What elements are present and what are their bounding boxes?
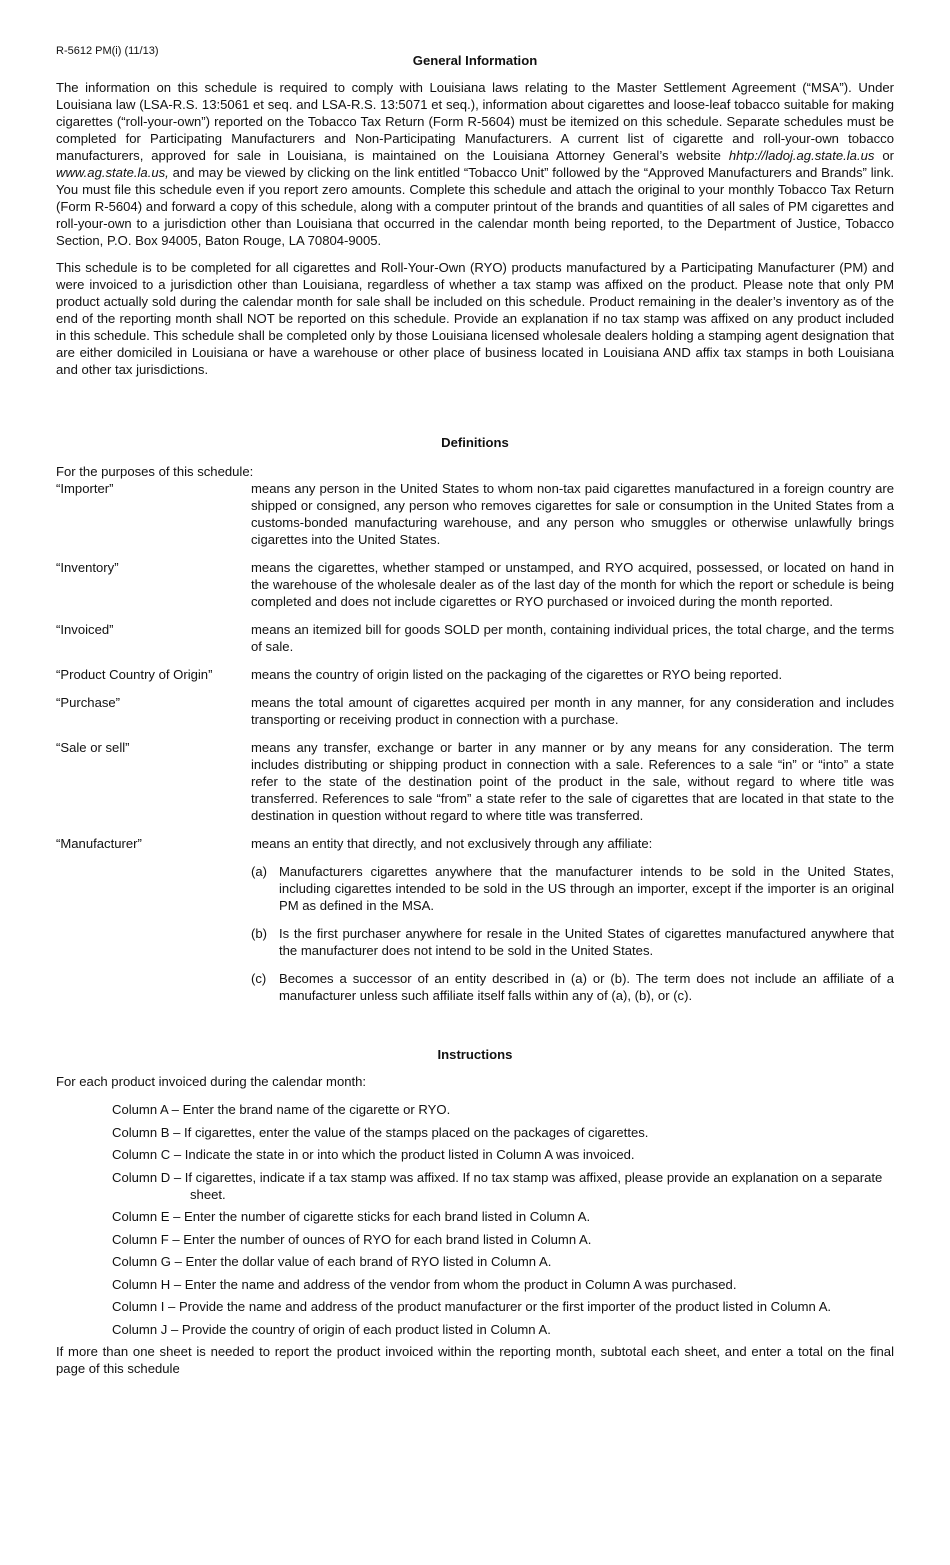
definition-text: means any person in the United States to whom non-tax paid cigarettes manufactured in a foreign country are shipped or consigned, any person who removes cigarettes for sale or consumption in the United States from a customs-bonded manufacturing warehouse, and any person who smuggles or otherwise unlawfully brings cigarettes into the United States.: [251, 481, 894, 547]
definition-text: means the cigarettes, whether stamped or unstamped, and RYO acquired, possessed, or located on hand in the warehouse of the wholesale dealer as of the last day of the month for which the report or schedule is being completed and does not include cigarettes or RYO purchased or invoiced during the month reported.: [251, 560, 894, 609]
column-j-instruction: Column J – Provide the country of origin of each product listed in Column A.: [112, 1321, 551, 1337]
definition-importer: [56, 480, 894, 548]
definition-text: means any transfer, exchange or barter in any manner or by any means for any consideration. The term includes distributing or shipping product in connection with a sale. References to a sale “in” or “into” a state refer to the state of the destination point of the product in the sale, without regard to where title was transferred. References to sale “from” a state refer to the sale of cigarettes that are located in that state to the destination in question without regard to where title was transferred.: [251, 740, 894, 823]
general-paragraph-1: [56, 79, 894, 249]
definition-invoiced: [56, 621, 894, 655]
general-p1-text-b: and may be viewed by clicking on the link entitled “Tobacco Unit” followed by the “Approved Manufacturers and Brands” link. You must file this schedule even if you report zero amounts. Complete this schedule and attach the original to your monthly Tobacco Tax Return (Form R-5604) and forward a copy of this schedule, along with a computer printout of the brands and quantities of all sales of PM cigarettes and roll-your-own to a jurisdiction other than Louisiana that occurred in the calendar month being reported, to the Department of Justice, Tobacco Section, P.O. Box 94005, Baton Rouge, LA 70804-9005.: [56, 165, 894, 248]
column-e-instruction: Column E – Enter the number of cigarette sticks for each brand listed in Column A.: [112, 1209, 591, 1224]
form-id: R-5612 PM(i) (11/13): [56, 45, 159, 57]
manufacturer-sub-a: [251, 863, 894, 914]
definition-text: means the total amount of cigarettes acquired per month in any manner, for any consideration and includes transporting or receiving product in connection with a purchase.: [251, 695, 894, 727]
definition-product-country-of-origin: [56, 666, 894, 683]
definitions-list: [56, 480, 894, 1004]
definition-term: “Importer”: [56, 481, 114, 496]
column-c-instruction: Column C – Indicate the state in or into which the product listed in Column A was invoiced.: [112, 1147, 635, 1162]
column-d-instruction: Column D – If cigarettes, indicate if a tax stamp was affixed. If no tax stamp was affixed, please provide an explanation on a separate sheet.: [112, 1169, 883, 1202]
general-p1-or: or: [874, 148, 895, 163]
attorney-general-link-1[interactable]: hhtp://ladoj.ag.state.la.us: [728, 148, 875, 163]
sub-label: (c): [251, 971, 267, 986]
sub-text: Manufacturers cigarettes anywhere that the manufacturer intends to be sold in the United States, including cigarettes intended to be sold in the US through an importer, except if the importer is an original PM as defined in the MSA.: [279, 864, 894, 913]
column-h-instruction: Column H – Enter the name and address of the vendor from whom the product in Column A was purchased.: [112, 1276, 737, 1292]
definition-sale-or-sell: [56, 739, 894, 824]
instructions-title: Instructions: [437, 1047, 513, 1062]
definition-inventory: [56, 559, 894, 610]
definition-term: “Purchase”: [56, 695, 121, 710]
column-i-instruction: Column I – Provide the name and address of the product manufacturer or the first importer of the product listed in Column A.: [112, 1299, 832, 1314]
general-information-title: General Information: [412, 53, 538, 68]
sub-text: Becomes a successor of an entity described in (a) or (b). The term does not include an affiliate of a manufacturer unless such affiliate itself falls within any of (a), (b), or (c).: [279, 971, 894, 1003]
definition-text: means an entity that directly, and not exclusively through any affiliate:: [251, 836, 653, 851]
column-a-instruction: Column A – Enter the brand name of the cigarette or RYO.: [112, 1102, 451, 1117]
attorney-general-link-2[interactable]: www.ag.state.la.us,: [56, 165, 169, 180]
manufacturer-sub-b: [251, 925, 894, 959]
column-f-instruction: Column F – Enter the number of ounces of RYO for each brand listed in Column A.: [112, 1231, 592, 1247]
definition-term: “Invoiced”: [56, 622, 114, 637]
definitions-title: Definitions: [441, 435, 509, 450]
document-body: [56, 44, 894, 1377]
instructions-intro: For each product invoiced during the calendar month:: [56, 1074, 367, 1089]
sub-label: (a): [251, 864, 268, 879]
manufacturer-sub-c: [251, 970, 894, 1004]
definition-text: means an itemized bill for goods SOLD per month, containing individual prices, the total charge, and the terms of sale.: [251, 622, 894, 654]
instructions-closing: If more than one sheet is needed to report the product invoiced within the reporting month, subtotal each sheet, and enter a total on the final page of this schedule: [56, 1344, 894, 1376]
sub-label: (b): [251, 926, 268, 941]
definition-term: “Inventory”: [56, 560, 119, 575]
definition-text: means the country of origin listed on the packaging of the cigarettes or RYO being reported.: [251, 667, 783, 682]
definition-term: “Manufacturer”: [56, 836, 142, 851]
general-p1-text-a: The information on this schedule is required to comply with Louisiana laws relating to the Master Settlement Agreement (“MSA”). Under Louisiana law (LSA-R.S. 13:5061 et seq. and LSA-R.S. 13:5071 et seq.), information about cigarettes and loose-leaf tobacco suitable for making cigarettes (“roll-your-own”) reported on the Tobacco Tax Return (Form R-5604) must be itemized on this schedule. Separate schedules must be completed for Participating Manufacturers and Non-Participating Manufacturers. A current list of cigarette and roll-your-own tobacco manufacturers, approved for sale in Louisiana, is maintained on the Louisiana Attorney General’s website: [56, 80, 894, 163]
definition-term: “Sale or sell”: [56, 740, 130, 755]
definition-purchase: [56, 694, 894, 728]
sub-text: Is the first purchaser anywhere for resale in the United States of cigarettes manufactured anywhere that the manufacturer does not intend to be sold in the United States.: [279, 926, 894, 958]
definition-manufacturer: [56, 835, 894, 852]
general-paragraph-2: This schedule is to be completed for all cigarettes and Roll-Your-Own (RYO) products manufactured by a Participating Manufacturer (PM) and were invoiced to a jurisdiction other than Louisiana, regardless of whether a tax stamp was affixed on the product. Please note that only PM product actually sold during the calendar month for sale shall be included on this schedule. Product remaining in the dealer’s inventory as of the end of the reporting month shall NOT be reported on this schedule. Provide an explanation if no tax stamp was affixed on any product included in this schedule. This schedule shall be completed only by those Louisiana licensed wholesale dealers holding a stamping agent designation that are either domiciled in Louisiana or have a warehouse or other place of business located in Louisiana AND affix tax stamps in both Louisiana and other tax jurisdictions.: [56, 260, 894, 377]
definition-term: “Product Country of Origin”: [56, 667, 213, 682]
definitions-intro: For the purposes of this schedule:: [56, 464, 254, 479]
column-b-instruction: Column B – If cigarettes, enter the value of the stamps placed on the packages of cigarettes.: [112, 1124, 649, 1140]
column-g-instruction: Column G – Enter the dollar value of each brand of RYO listed in Column A.: [112, 1254, 552, 1269]
column-instructions-list: [56, 1101, 894, 1338]
